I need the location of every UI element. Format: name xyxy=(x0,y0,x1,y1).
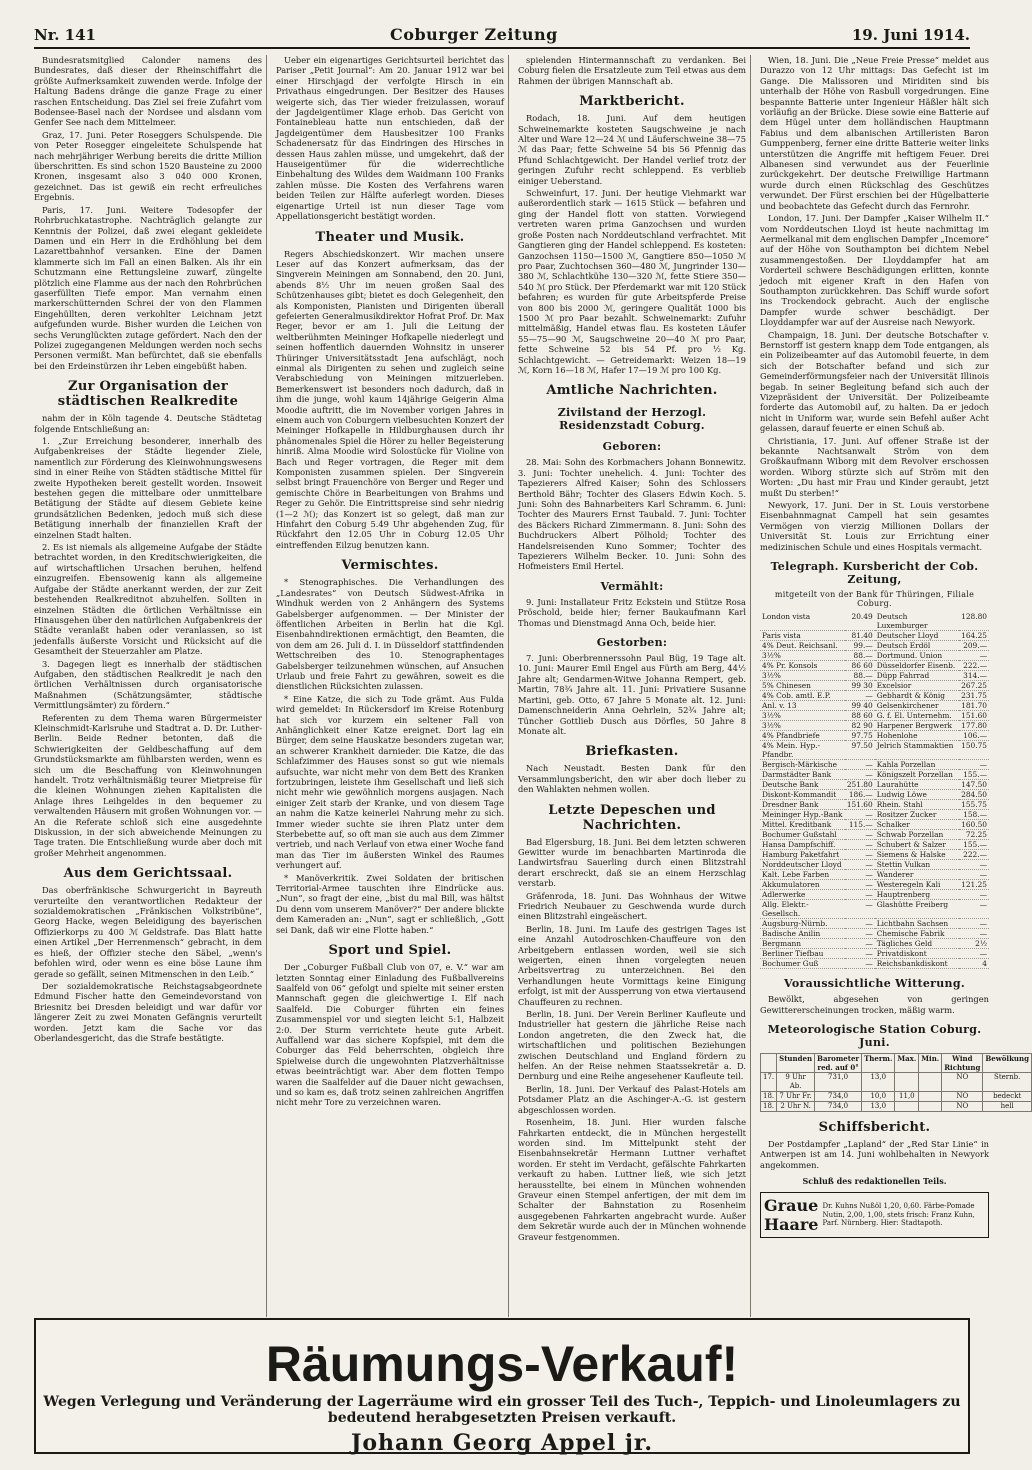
stock-price: — xyxy=(845,850,875,860)
stock-price: 177.80 xyxy=(959,721,989,731)
section-heading: Zur Organisation der städtischen Realkredite xyxy=(57,379,239,410)
article-text: Graz, 17. Juni. Peter Roseggers Schulspende. Die von Peter Rosegger eingeleitete Schulspende hat nach mehrjähriger Werbung bereits die dritte Million überschritten. Es sind schon 1520 Bausteine zu 2000 Kronen, insgesamt also 3 040 000 Kronen, gezeichnet. Das ist gewiß ein recht erfreuliches Ergebnis. xyxy=(34,129,262,203)
stock-row xyxy=(760,780,989,790)
stock-price: 82 90 xyxy=(845,721,875,731)
article-text: * Eine Katze, die sich zu Tode grämt. Aus Fulda wird gemeldet: In Rückersdorf im Kreise Rotenburg hat sich vor kurzem ein seltener Fall von Anhänglichkeit einer Katze ereignet. Dort lag ein Bürger, dem seine Hauskatze besonders zugetan war, an schwerer Krankheit darnieder. Die Katze, die das Schlafzimmer des Hauses sonst so gut wie niemals aufsuchte, war nicht mehr von dem Bett des Kranken fortzubringen, leistete ihm Gesellschaft und ließ sich nicht mehr wie gewöhnlich morgens ausjagen. Nach einiger Zeit starb der Kranke, und von diesem Tage an nahm die Katze keinerlei Nahrung mehr zu sich. Immer wieder suchte sie ihren Platz unter dem Sterbebette auf, so oft man sie auch aus dem Zimmer vertrieb, und nach Verlauf von etwa einer Woche fand man das Tier im äußersten Winkel des Raumes verhungert auf. xyxy=(276,693,504,871)
stock-table xyxy=(760,612,989,969)
stock-price: 155.— xyxy=(959,770,989,780)
stock-name: 3½% xyxy=(760,671,845,681)
stock-price: 115.— xyxy=(845,820,875,830)
article-text: Bewölkt, abgesehen von geringen Gewittererscheinungen trocken, mäßig warm. xyxy=(760,994,989,1015)
stock-name: Chemische Fabrik xyxy=(875,929,959,939)
stock-name: 3½% xyxy=(760,651,845,661)
article-text: Der „Coburger Fußball Club von 07, e. V.“ war am letzten Sonntag einer Einladung des Fußballvereins Saalfeld von 06“ gefolgt und spielte mit seiner ersten Mannschaft gegen die gleichwertige I. Elf nach Saalfeld. Die Coburger führten ein feines Zusammenspiel vor und siegten leicht 5:1, Halbzeit 2:0. Der Sturm verrichtete heute gute Arbeit. Auffallend war das sichere Kopfspiel, mit dem die Coburger das Feld beherrschten, obgleich ihre Spielweise durch die ungewohnten Platzverhältnisse etwas beeinträchtigt war. Aber dem flotten Tempo waren die Saalfelder auf die Dauer nicht gewachsen, und so kam es, daß trotz seinen zahlreichen Angriffen nicht mehr Tore zu verzeichnen waren. xyxy=(276,962,504,1108)
stock-price: — xyxy=(845,900,875,919)
stock-row xyxy=(760,959,989,969)
stock-price: — xyxy=(845,860,875,870)
stock-price: 150.75 xyxy=(959,741,989,760)
article-text: Wien, 18. Juni. Die „Neue Freie Presse“ meldet aus Durazzo von 12 Uhr mittags: Das Gefecht ist im Gange. Die Malissoren und Miriditen sind bis unterhalb der Höhe von Rasbull vorgedrungen. Eine bespannte Batterie unter Ingenieur Häßler hält sich vorläufig an der Brücke. Diese sowie eine Batterie auf dem Hügel unter dem holländischen Hauptmann Fabius und dem albanischen Artilleristen Baron Gumppenberg, ferner eine dritte Batterie weiter links unterstützen die Angriffe mit heftigem Feuer. Drei Albanesen sind verwundet aus der Feuerlinie zurückgekehrt. Der deutsche Freiwillige Hartmann wurde durch einen Rückschlag des Geschützes verwundet. Der Fürst erschien bei der Hügelbatterie und beobachtete das Gefecht durch das Fernrohr. xyxy=(760,55,989,211)
stock-row xyxy=(760,731,989,741)
stock-row xyxy=(760,850,989,860)
stock-price: — xyxy=(845,929,875,939)
stock-price: — xyxy=(959,919,989,929)
article-text: Bad Elgersburg, 18. Juni. Bei dem letzten schweren Gewitter wurde im benachbarten Martinroda die Landwirtsfrau Sauerling durch einen Blitzstrahl derart erschreckt, daß sie an einem Herzschlag verstarb. xyxy=(518,836,746,889)
stock-price: — xyxy=(845,880,875,890)
stock-price: 222.— xyxy=(959,661,989,671)
stock-price: 97.50 xyxy=(845,741,875,760)
weather-cell: 734,0 xyxy=(815,1101,862,1111)
weather-cell: 2 Uhr N. xyxy=(777,1101,815,1111)
stock-name: Deutsch Erdöl xyxy=(875,641,959,651)
stock-price: 151.60 xyxy=(959,711,989,721)
stock-price: 151.60 xyxy=(846,800,873,810)
stock-price: 106.— xyxy=(959,731,989,741)
stock-price: — xyxy=(959,929,989,939)
stock-name: Düpp Fahrrad xyxy=(875,671,959,681)
stock-price: 160.50 xyxy=(959,820,989,830)
stock-row xyxy=(760,741,989,760)
stock-row xyxy=(760,890,989,900)
stock-name: Dortmund. Union xyxy=(875,651,959,661)
stock-row xyxy=(760,760,989,770)
stock-name: Gebhardt & König xyxy=(875,691,959,701)
section-subheading: mitgeteilt von der Bank für Thüringen, Filiale Coburg. xyxy=(774,590,975,609)
weather-cell xyxy=(919,1072,942,1091)
section-subheading: Geboren: xyxy=(602,440,662,454)
end-of-editorial-note: Schluß des redaktionellen Teils. xyxy=(802,1176,947,1187)
stock-price: 209.— xyxy=(959,641,989,651)
stock-price: 88.— xyxy=(845,651,875,661)
weather-cell: 11,0 xyxy=(895,1091,919,1101)
weather-column-header: Therm. xyxy=(862,1053,895,1072)
stock-row xyxy=(760,641,989,651)
paper-name: Coburger Zeitung xyxy=(390,25,558,44)
weather-cell: bedeckt xyxy=(983,1091,1032,1101)
stock-price: — xyxy=(845,890,875,900)
stock-name: Glashütte Freiberg xyxy=(875,900,959,919)
weather-cell: NO xyxy=(942,1101,983,1111)
stock-name: 4% Cob. amtl. E.P. xyxy=(760,691,845,701)
stock-price: — xyxy=(845,810,875,820)
stock-row xyxy=(760,681,989,691)
stock-name: Deutscher Lloyd xyxy=(875,631,959,641)
stock-price: 99 40 xyxy=(845,701,875,711)
stock-row xyxy=(760,919,989,929)
issue-date: 19. Juni 1914. xyxy=(851,26,970,44)
ad-signature: Johann Georg Appel jr. xyxy=(350,1430,654,1456)
stock-price: 99.— xyxy=(845,641,875,651)
article-text: Newyork, 17. Juni. Der in St. Louis verstorbene Eisenbahnmagnat Campell hat sein gesamtes Vermögen von vierzig Millionen Dollars der Universität St. Louis zur Errichtung einer medizinischen Schule und eines Hospitals vermacht. xyxy=(760,500,989,552)
stock-price: 222.— xyxy=(959,850,989,860)
article-text: Berlin, 18. Juni. Der Verkauf des Palast-Hotels am Potsdamer Platz an die Aschinger-A.-G. ist gestern abgeschlossen worden. xyxy=(518,1083,746,1115)
stock-row xyxy=(760,770,989,780)
stock-price: 81.40 xyxy=(845,631,875,641)
ad-body: Wegen Verlegung und Veränderung der Lagerräume wird ein grosser Teil des Tuch-, Teppich- und Linoleumlagers zu bedeutend herabgesetzten Preisen verkauft. xyxy=(43,1394,961,1426)
stock-name: Hamburg Paketfahrt xyxy=(760,850,845,860)
stock-price: — xyxy=(959,870,989,880)
section-heading: Meteorologische Station Coburg. Juni. xyxy=(767,1022,982,1049)
stock-row xyxy=(760,691,989,701)
stock-name: Darmstädter Bank xyxy=(760,770,845,780)
stock-price: 231.75 xyxy=(959,691,989,701)
weather-cell: NO xyxy=(942,1091,983,1101)
stock-name: 4% Deut. Reichsanl. xyxy=(760,641,845,651)
stock-price: 121.25 xyxy=(959,880,989,890)
stock-row xyxy=(760,840,989,850)
stock-price: 186.— xyxy=(845,790,875,800)
stock-name: Harpener Bergwerk xyxy=(875,721,959,731)
stock-price: 155.75 xyxy=(959,800,989,810)
stock-row xyxy=(760,949,989,959)
stock-name: Hauptrenberg xyxy=(875,890,959,900)
article-text: Der sozialdemokratische Reichstagsabgeordnete Edmund Fischer hatte den Gemeindevorstand von Briesnitz bei Dresden beleidigt und war dafür vor längerer Zeit zu zwei Monaten Gefängnis verurteilt worden. Jetzt kam die Sache vor das Oberlandesgericht, das die Strafe bestätigte. xyxy=(34,980,262,1043)
stock-row xyxy=(760,820,989,830)
stock-name: Hohenlohe xyxy=(875,731,959,741)
stock-name: Norddeutscher Lloyd xyxy=(760,860,845,870)
stock-price: — xyxy=(959,860,989,870)
column-2 xyxy=(276,55,509,1317)
stock-name: Düsseldorfer Eisenb. xyxy=(875,661,959,671)
section-heading: Marktbericht. xyxy=(579,94,685,110)
weather-column-header: Min. xyxy=(919,1053,942,1072)
weather-cell: 18. xyxy=(761,1091,777,1101)
section-heading: Aus dem Gerichtssaal. xyxy=(63,866,233,882)
article-text: Champaign, 18. Juni. Der deutsche Botschafter v. Bernstorff ist gestern knapp dem Tode entgangen, als ein Polizeibeamter auf das Automobil feuerte, in dem sich der Botschafter befand und sich zur Gemeinderförmungsfeier nach der Universität Illinois begab. In seiner Begleitung befand sich auch der Vizepräsident der Universität. Der Polizeibeamte forderte das Automobil auf, zu halten. Da er jedoch nicht in Uniform war, wurde sein Befehl außer Acht gelassen, darauf feuerte er einen Schuß ab. xyxy=(760,329,989,434)
article-text: 7. Juni: Oberbrennerssohn Paul Büg, 19 Tage alt. 10. Juni: Maurer Emil Engel aus Fürth am Berg, 44½ Jahre alt; Gendarmen-Witwe Johanna Rempert, geb. Martin, 78¾ Jahre alt. 11. Juni: Privatiere Susanne Martini, geb. Otto, 67 Jahre 5 Monate alt. 12. Juni: Damenschneiderin Anna Oehrlein, 52¾ Jahre alt; Tüncher Gottlieb Dusch aus Dörfles, 50 Jahre 8 Monate alt. xyxy=(518,653,746,736)
article-text: Nach Neustadt. Besten Dank für den Versammlungsbericht, den wir aber doch lieber zu den Wahlakten nehmen wollen. xyxy=(518,763,746,795)
weather-column-header: Barometer red. auf 0° xyxy=(815,1053,862,1072)
stock-name: G. f. El. Unternehm. xyxy=(875,711,959,721)
article-text: 2. Es ist niemals als allgemeine Aufgabe der Städte betrachtet worden, in den Kreditschwierigkeiten, die auf wirtschaftlichen Ursachen beruhen, helfend einzugreifen. Ebensowenig kann als allgemeine Aufgabe der Städte anerkannt werden, der zur Zeit bestehenden Realkreditnot abzuhelfen. Sollten in einzelnen Städten die örtlichen Verhältnisse ein Hinausgehen über den natürlichen Aufgabenkreis der Städte veranlaßt haben oder veranlassen, so ist jedenfalls äußerste Vorsicht und Rücksicht auf die Gesamtheit der Steuerzahler am Platze. xyxy=(34,542,262,657)
stock-name: Meininger Hyp.-Bank xyxy=(760,810,845,820)
article-text: 3. Dagegen liegt es innerhalb der städtischen Aufgaben, den städtischen Realkredit je nach den örtlichen Verhältnissen durch organisatorische Maßnahmen (Schätzungsämter, städtische Vermittlungsämter) zu fördern.“ xyxy=(34,658,262,711)
stock-price: — xyxy=(845,770,875,780)
stock-name: Schubert & Salzer xyxy=(875,840,959,850)
stock-name: Wanderer xyxy=(875,870,959,880)
stock-price: — xyxy=(845,760,875,770)
masthead xyxy=(34,22,970,49)
stock-name: Adlerwerke xyxy=(760,890,845,900)
ad-headline: Graue Haare xyxy=(764,1196,819,1235)
stock-name: Akkumulatoren xyxy=(760,880,845,890)
weather-cell xyxy=(895,1101,919,1111)
section-subheading: Vermählt: xyxy=(600,579,664,593)
stock-name: Jelrich Stammaktien xyxy=(875,741,959,760)
stock-row xyxy=(760,830,989,840)
weather-cell: 10,0 xyxy=(862,1091,895,1101)
section-heading: Letzte Depeschen und Nachrichten. xyxy=(548,802,716,833)
stock-row xyxy=(760,711,989,721)
stock-name: Rositzer Zucker xyxy=(875,810,959,820)
weather-column-header: Max. xyxy=(895,1053,919,1072)
stock-name: Reichsbankdiskont xyxy=(875,959,959,969)
article-text: * Stenographisches. Die Verhandlungen des „Landesrates“ von Deutsch Südwest-Afrika in Windhuk werden von 2 Anhängern des Systems Gabelsberger aufgenommen. — Der Minister der öffentlichen Arbeiten in Berlin hat die Kgl. Eisenbahndirektionen ermächtigt, den Beamten, die von dem am 26. Juli d. I. in Düsseldorf stattfindenden Wettschreiben des 10. Stenographentages Gabelsberger teilzunehmen wünschen, auf Ansuchen Urlaub und freie Fahrt zu gewähren, soweit es die dienstlichen Rücksichten zulassen. xyxy=(276,577,504,692)
article-text: Regers Abschiedskonzert. Wir machen unsere Leser auf das Konzert aufmerksam, das der Singverein Meiningen am Sonnabend, den 20. Juni, abends 8½ Uhr im neuen großen Saal des Schützenhauses gibt; bietet es doch Gelegenheit, den als Komponisten, Pianisten und Dirigenten überall gefeierten Generalmusikdirektor Hofrat Prof. Dr. Max Reger, bevor er am 1. Juli die Leitung der weltberühmten Meininger Hofkapelle niederlegt und seinen hoffentlich dauernden Wohnsitz in unserer Thüringer Universitätsstadt Jena aufschlägt, noch einmal als Dirigenten zu sehen und zugleich seine Verabschiedung von Meiningen mitzuerleben. Bemerkenswert ist besonders noch dadurch, daß in ihm die junge, wohl kaum 14jährige Geigerin Alma Moodie auftritt, die im November vorigen Jahres in einem auch von Coburgern vielbesuchten Konzert der Meininger Hofkapelle in Hildburghausen durch ihr phänomenales Spiel die Hörer zu heller Begeisterung hinriß. Alma Moodie wird Solostücke für Violine von Bach und Reger vortragen, die Reger mit dem Komponisten zusammen spielen. Der Singverein selbst bringt Frauenchöre von Berger und Reger und gemischte Chöre in Bearbeitungen von Brahms und Reger zu Gehör. Die Eintrittspreise sind sehr niedrig (1—2 ℳ); das Konzert ist so gelegt, daß man zur Hinfahrt den Coburg 5.49 Uhr abgehenden Zug, für Rückfahrt den 12.05 Uhr in Coburg 12.05 Uhr eintreffenden Eilzug benutzen kann. xyxy=(276,248,504,550)
weather-cell: 13,0 xyxy=(862,1072,895,1091)
weather-column-header: Wind Richtung xyxy=(942,1053,983,1072)
weather-table xyxy=(760,1053,1032,1112)
stock-name: Privatdiskont xyxy=(875,949,959,959)
stock-row xyxy=(760,929,989,939)
stock-price: 97.75 xyxy=(845,731,875,741)
article-text: nahm der in Köln tagende 4. Deutsche Städtetag folgende Entschließung an: xyxy=(34,413,262,434)
weather-column-header xyxy=(761,1053,777,1072)
weather-cell: 18. xyxy=(761,1101,777,1111)
stock-name: Kahla Porzellan xyxy=(875,760,959,770)
stock-row xyxy=(760,651,989,661)
stock-price: — xyxy=(845,870,875,880)
stock-price: 4 xyxy=(959,959,989,969)
stock-row xyxy=(760,800,989,810)
stock-name: 3½% xyxy=(760,721,845,731)
stock-price: 128.80 xyxy=(959,612,989,631)
article-text: Rodach, 18. Juni. Auf dem heutigen Schweinemarkte kosteten Saugschweine je nach Alter und Ware 12—24 ℳ und Läuferschweine 38—75 ℳ das Paar; fette Schweine 54 bis 56 Pfennig das Pfund Schlachtgewicht. Der Handel verlief trotz der geringen Zufuhr recht schleppend. Es verblieb einiger Ueberstand. xyxy=(518,113,746,186)
article-text: Berlin, 18. Juni. Der Verein Berliner Kaufleute und Industrieller hat gestern die jährliche Reise nach London angetreten, die den Zweck hat, die wirtschaftlichen und politischen Beziehungen zwischen Deutschland und England fördern zu helfen. An der Reise nehmen Staatssekretär a. D. Dernburg und eine Reihe angesehener Kaufleute teil. xyxy=(518,1009,746,1082)
stock-row xyxy=(760,721,989,731)
article-text: spielenden Hintermannschaft zu verdanken. Bei Coburg fielen die Ersatzleute zum Teil etwas aus dem Rahmen der übrigen Mannschaft ab. xyxy=(518,55,746,86)
stock-price: 314.— xyxy=(959,671,989,681)
stock-price: 147.50 xyxy=(959,780,989,790)
stock-name: Dresdner Bank xyxy=(760,800,845,810)
stock-name: Hansa Dampfschiff. xyxy=(760,840,845,850)
article-text: Referenten zu dem Thema waren Bürgermeister Kleinschmidt-Karlsruhe und Stadtrat a. D. Dr. Luther-Berlin. Beide Redner betonten, daß die Schwierigkeiten der Geldbeschaffung auf dem Grundstücksmarkte am fühlbarsten werden, wenn es sich um die Beschaffung von Kleinwohnungen handelt. Trotz verhältnismäßig teurer Mietpreise für die kleinen Wohnungen ziehen Kapitalisten die Anlage ihres Leihgeldes in den bequemer zu verwaltenden Häusern mit großen Wohnungen vor. — An die Referate schloß sich eine ausgedehnte Diskussion, in der sich abweichende Meinungen zu Tage traten. Die Entschließung wurde aber doch mit großer Mehrheit angenommen. xyxy=(34,712,262,858)
article-text: Paris, 17. Juni. Weitere Todesopfer der Rohrbruchkatastrophe. Nachträglich gelangte zur Kenntnis der Polizei, daß zwei elegant gekleidete Damen und ein Herr in die Erdhöhlung bei dem Lazarettbahnhof versanken. Eine der Damen klammerte sich im Fall an einen Balken. Als ihr ein Schutzmann eine Rettungsleine zuwarf, züngelte plötzlich eine Flamme aus der nach den Rohrbrüchen gaserfüllten Tiefe empor. Man vernahm einen markerschütternden Schrei der von den Flammen Eingehüllten, deren verkohlter Leichnam jetzt aufgefunden wurde. Bisher wurden die Leichen von sechs Verunglückten zutage gefördert. Nach den der Polizei zugegangenen Meldungen werden noch sechs Personen vermißt. Man befürchtet, daß sie ebenfalls bei den Erdeinstürzen ihr Leben eingebüßt haben. xyxy=(34,204,262,371)
stock-name: Berliner Tiefbau xyxy=(760,949,845,959)
stock-price: 181.70 xyxy=(959,701,989,711)
column-4 xyxy=(760,55,1030,1317)
stock-name: Schalker xyxy=(875,820,959,830)
weather-cell: 9 Uhr Ab. xyxy=(777,1072,815,1091)
stock-name: 3½% xyxy=(760,711,845,721)
weather-column-header: Stunden xyxy=(777,1053,815,1072)
weather-cell: 734,0 xyxy=(815,1091,862,1101)
stock-name: Kalt. Lebe Farben xyxy=(760,870,845,880)
stock-price: — xyxy=(845,830,875,840)
weather-cell: 13,0 xyxy=(862,1101,895,1111)
stock-name: Westeregeln Kali xyxy=(875,880,959,890)
stock-name: Bochumer Guß xyxy=(760,959,845,969)
hair-oil-advertisement xyxy=(760,1192,989,1238)
stock-price: 88.— xyxy=(845,671,875,681)
stock-name: 4% Mein. Hyp.-Pfandbr. xyxy=(760,741,845,760)
weather-cell: 731,0 xyxy=(815,1072,862,1091)
weather-cell xyxy=(919,1091,942,1101)
stock-name: Lichtbahn Sachsen xyxy=(875,919,959,929)
weather-row xyxy=(761,1101,1032,1111)
stock-name: Augsburg-Nürnb. xyxy=(760,919,845,929)
article-text: Christiania, 17. Juni. Auf offener Straße ist der bekannte Nachtsanwalt Ström von dem Großkaufmann Wiborg mit dem Revolver erschossen worden. Wiborg stürzte sich auf Ström mit den Worten: „Du hast mir Frau und Kinder geraubt, jetzt mußt Du sterben!“ xyxy=(760,435,989,498)
stock-row xyxy=(760,810,989,820)
stock-price: 2½ xyxy=(959,939,989,949)
stock-name: Allg. Elektr.-Gesellsch. xyxy=(760,900,845,919)
stock-row xyxy=(760,631,989,641)
section-heading: Telegraph. Kursbericht der Cob. Zeitung, xyxy=(770,560,979,587)
section-heading: Voraussichtliche Witterung. xyxy=(784,977,965,991)
stock-name: Ludwig Löwe xyxy=(875,790,959,800)
weather-row xyxy=(761,1091,1032,1101)
column-1 xyxy=(34,55,267,1317)
section-subheading: Gestorben: xyxy=(596,636,668,650)
article-text: Schweinfurt, 17. Juni. Der heutige Viehmarkt war außerordentlich stark — 1615 Stück — befahren und ging der Handel flott von statten. Vorwiegend vertreten waren prima Ganzochsen und wurden große Posten nach Norddeutschland verfrachtet. Mit Gangtieren ging der Handel schleppend. Es kosteten: Ganzochsen 1150—1500 ℳ, Gangtiere 850—1050 ℳ pro Paar, Zuchtochsen 360—480 ℳ, Jungrinder 130—380 ℳ, Schlachtkühe 130—320 ℳ, fette Stiere 350—540 ℳ pro Stück. Der Pferdemarkt war mit 120 Stück befahren; es wurden für gute Arbeitspferde Preise von 800 bis 2000 ℳ, geringere Qualität 1000 bis 1500 ℳ pro Paar bezahlt. Schweinemarkt: Zufuhr mittelmäßig, Handel etwas flau. Es kosteten Läufer 55—75—90 ℳ, Saugschweine 20—40 ℳ pro Paar, fette Schweine 52 bis 54 Pf. pro ½ Kg. Schlachtgewicht. — Getreidemarkt: Weizen 18—19 ℳ, Korn 16—18 ℳ, Hafer 17—19 ℳ pro 100 Kg. xyxy=(518,188,746,375)
stock-row xyxy=(760,612,989,631)
stock-price: 86 60 xyxy=(845,661,875,671)
stock-price: 99 30 xyxy=(845,681,875,691)
stock-name: Stettin Vulkan xyxy=(875,860,959,870)
weather-cell xyxy=(895,1072,919,1091)
stock-price: 284.50 xyxy=(959,790,989,800)
article-text: Berlin, 18. Juni. Im Laufe des gestrigen Tages ist eine Anzahl Autodroschken-Chauffeure von den Arbeitgebern entlassen worden, weil sie sich weigerten, einen ihnen vorgelegten neuen Arbeitsvertrag zu unterzeichnen. Bei den Verhandlungen heute Vormittags keine Einigung erfolgt, ist mit der Aussperrung von etwa viertausend Chauffeuren zu rechnen. xyxy=(518,923,746,1007)
stock-price: — xyxy=(845,949,875,959)
stock-name: London vista xyxy=(760,612,845,631)
stock-price: — xyxy=(845,959,875,969)
weather-cell: 17. xyxy=(761,1072,777,1091)
stock-name: Bergisch-Märkische xyxy=(760,760,845,770)
stock-name: 4% Pr. Konsols xyxy=(760,661,845,671)
stock-name: Bochumer Gußstahl xyxy=(760,830,845,840)
stock-price: 158.— xyxy=(959,810,989,820)
stock-name: 4% Pfandbriefe xyxy=(760,731,845,741)
article-text: * Manöverkritik. Zwei Soldaten der britischen Territorial-Armee tauschten ihre Eindrücke aus. „Nun“, so fragt der eine, „bist du mal Bill, was hältst Du denn vom unserem Manöver?“ Der andere blickte dem Kameraden an: „Nun“, sagt er schließlich, „Gott sei Dank, daß wir eine Flotte haben.“ xyxy=(276,872,504,935)
ad-text: Dr. Kuhns Nußöl 1,20, 0,60. Färbe-Pomade Nutin, 2,00, 1,00, stets frisch: Franz Kuhn, Parf. Nürnberg. Hier: Stadtapoth. xyxy=(822,1202,975,1228)
stock-price: — xyxy=(845,840,875,850)
stock-price: 251.80 xyxy=(846,780,873,790)
column-3 xyxy=(518,55,751,1317)
stock-row xyxy=(760,860,989,870)
stock-price: 20.49 xyxy=(845,612,875,631)
section-heading: Sport und Spiel. xyxy=(328,943,452,959)
stock-row xyxy=(760,939,989,949)
stock-row xyxy=(760,661,989,671)
weather-cell: NO xyxy=(942,1072,983,1091)
stock-price: — xyxy=(959,949,989,959)
article-text: Gräfenroda, 18. Juni. Das Wohnhaus der Witwe Friedrich Neubauer zu Geschwenda wurde durch einen Blitzstrahl eingeäschert. xyxy=(518,890,746,922)
stock-price: — xyxy=(845,691,875,701)
stock-price: 164.25 xyxy=(959,631,989,641)
weather-cell: Sternb. xyxy=(983,1072,1032,1091)
stock-row xyxy=(760,900,989,919)
clearance-sale-advertisement xyxy=(34,1318,970,1454)
stock-price: 72.25 xyxy=(959,830,989,840)
stock-price: 88 60 xyxy=(845,711,875,721)
stock-price: — xyxy=(959,890,989,900)
stock-name: Tägliches Geld xyxy=(875,939,959,949)
stock-name: Excelsior xyxy=(875,681,959,691)
stock-name: Siemens & Halske xyxy=(875,850,959,860)
weather-column-header: Bewölkung xyxy=(983,1053,1032,1072)
article-text: 28. Mai: Sohn des Korbmachers Johann Bonnewitz. 3. Juni: Tochter unehelich. 4. Juni: Tochter des Tapezierers Alfred Kaiser; Sohn des Schlossers Berthold Bähr; Tochter des Glasers Edwin Koch. 5. Juni: Sohn des Bahnarbeiters Karl Schramm. 6. Juni: Tochter des Maurers Ernst Taubald. 7. Juni: Tochter des Bäckers Richard Zimmermann. 8. Juni: Sohn des Buchdruckers Albert Pölhold; Tochter des Handelsreisenden Kuno Sommer; Tochter des Tapezierers Wilhelm Becker. 10. Juni: Sohn des Hofmeisters Emil Hertel. xyxy=(518,457,746,572)
article-text: Ueber ein eigenartiges Gerichtsurteil berichtet das Pariser „Petit Journal“: Am 20. Januar 1912 war bei einer Hirschjagd der verfolgte Hirsch in ein Privathaus eingedrungen. Der Besitzer des Hauses weigerte sich, das Tier wieder freizulassen, worauf der Jagdeigentümer Klage erhob. Das Gericht von Fontainebleau hatte nun entschieden, daß der Jagdeigentümer dem Hausbesitzer 100 Franks Schadenersatz für das Eindringen des Hirsches in dessen Haus zahlen müsse, und umgekehrt, daß der Hauseigentümer für die widerrechtliche Einbehaltung des Wildes dem Waidmann 100 Franks zahlen müsse. Die Kosten des Verfahrens waren beiden Teilen zur Hälfte auferlegt worden. Dieses eigenartige Urteil ist nun dieser Tage vom Appellationsgericht bestätigt worden. xyxy=(276,55,504,222)
stock-name: Paris vista xyxy=(760,631,845,641)
stock-price: — xyxy=(845,919,875,929)
section-heading: Vermischtes. xyxy=(341,558,439,574)
stock-price: — xyxy=(959,900,989,919)
stock-price: 155.— xyxy=(959,840,989,850)
section-heading: Theater und Musik. xyxy=(315,229,465,245)
stock-name: Königszelt Porzellan xyxy=(875,770,959,780)
ad-title: Räumungs-Verkauf! xyxy=(265,1336,739,1392)
stock-name: Schwab Porzellan xyxy=(875,830,959,840)
section-heading: Briefkasten. xyxy=(585,744,679,760)
weather-cell: hell xyxy=(983,1101,1032,1111)
stock-name: 5% Chinesen xyxy=(760,681,845,691)
stock-row xyxy=(760,880,989,890)
issue-number: Nr. 141 xyxy=(34,26,96,44)
article-text: Bundesratsmitglied Calonder namens des Bundesrates, daß dieser der Rheinschiffahrt die größte Aufmerksamkeit zuwenden werde. Infolge der Haltung Badens dränge die ganze Frage zu einer raschen Entscheidung. Das Ziel sei freie Zufahrt vom Bodensee-Basel nach der Nordsee und alsdann vom Genfer See nach dem Mittelmeer. xyxy=(34,55,262,128)
stock-name: Bergmann xyxy=(760,939,845,949)
weather-cell: 7 Uhr Fr. xyxy=(777,1091,815,1101)
section-subheading: Zivilstand der Herzogl. Residenzstadt Coburg. xyxy=(557,406,707,433)
stock-name: Deutsche Bank xyxy=(760,780,845,790)
article-text: Das oberfränkische Schwurgericht in Bayreuth verurteilte den verantwortlichen Redakteur der sozialdemokratischen „Fränkischen Volkstribüne“, Georg Hacke, wegen Beleidigung des bayerischen Offizierkorps zu 400 ℳ Geldstrafe. Das Blatt hatte einen Artikel „Der Herrenmensch“ gebracht, in dem es hieß, der Offizier steche den Säbel, „wenn's befohlen wird, oder wenn es eine böse Laune ihm gerade so gefällt, seinen Mitmenschen in den Leib.“ xyxy=(34,885,262,979)
stock-row xyxy=(760,790,989,800)
stock-name: Rhein. Stahl xyxy=(875,800,959,810)
article-text: Der Postdampfer „Lapland“ der „Red Star Linie“ in Antwerpen ist am 14. Juni wohlbehalten in Newyork angekommen. xyxy=(760,1138,989,1170)
stock-price: — xyxy=(959,651,989,661)
section-heading: Amtliche Nachrichten. xyxy=(546,383,718,399)
stock-row xyxy=(760,701,989,711)
stock-name: Anl. v. 13 xyxy=(760,701,845,711)
stock-row xyxy=(760,870,989,880)
article-columns xyxy=(34,55,1030,1317)
stock-price: 267.25 xyxy=(959,681,989,691)
section-heading: Schiffsbericht. xyxy=(818,1119,931,1135)
stock-name: Deutsch Luxemburger xyxy=(875,612,959,631)
stock-name: Badische Anilin xyxy=(760,929,845,939)
weather-row xyxy=(761,1072,1032,1091)
stock-name: Diskont-Kommandit xyxy=(760,790,845,800)
stock-price: — xyxy=(959,760,989,770)
article-text: Rosenheim, 18. Juni. Hier wurden falsche Fahrkarten entdeckt, die in München hergestellt worden sind. Im Mittelpunkt steht der Eisenbahnsekretär Hermann Luttner verhaftet worden. Er steht im Verdacht, gefälschte Fahrkarten verkauft zu haben. Luttner ließ, wie sich jetzt herausstellte, bei einem in München wohnenden Graveur einen Stempel anfertigen, der mit dem im Schalter der Bahnstation zu Rosenheim ausgegebenen Fahrkarten angebracht wurde. Außer dem Sekretär wurde auch der in München wohnende Graveur festgenommen. xyxy=(518,1117,746,1242)
article-text: 1. „Zur Erreichung besonderer, innerhalb des Aufgabenkreises der Städte liegender Ziele, namentlich zur Förderung des Kleinwohnungswesens sind in einer Reihe von Städten städtische Mittel für zweite Hypotheken bereit gestellt worden. Insoweit bestehen gegen die mittelbare oder unmittelbare Betätigung der Städte auf diesem Gebiete keine grundsätzlichen Bedenken, jedoch muß sich diese Betätigung innerhalb der finanziellen Kraft der einzelnen Stadt halten. xyxy=(34,436,262,540)
stock-price: — xyxy=(845,939,875,949)
weather-cell xyxy=(919,1101,942,1111)
article-text: 9. Juni: Installateur Fritz Eckstein und Stütze Rosa Pröschold, beide hier; ferner Baukaufmann Karl Thomas und Dienstmagd Anna Och, beide hier. xyxy=(518,596,746,628)
stock-name: Laurahütte xyxy=(875,780,959,790)
stock-name: Mittel. Kreditbank xyxy=(760,820,845,830)
stock-name: Gelsenkirchener xyxy=(875,701,959,711)
stock-row xyxy=(760,671,989,681)
article-text: London, 17. Juni. Der Dampfer „Kaiser Wilhelm II.“ vom Norddeutschen Lloyd ist heute nachmittag im Aermelkanal mit dem englischen Dampfer „Incemore“ auf der Höhe von Southampton bei dichtem Nebel zusammengestoßen. Der Lloyddampfer hat am Vorderteil schwere Beschädigungen erlitten, konnte jedoch mit eigener Kraft in den Hafen von Southampton zurückkehren. Das Schiff wurde sofort ins Trockendock gebracht. Auch der englische Dampfer wurde schwer beschädigt. Der Lloyddampfer war auf der Ausreise nach Newyork. xyxy=(760,213,989,328)
